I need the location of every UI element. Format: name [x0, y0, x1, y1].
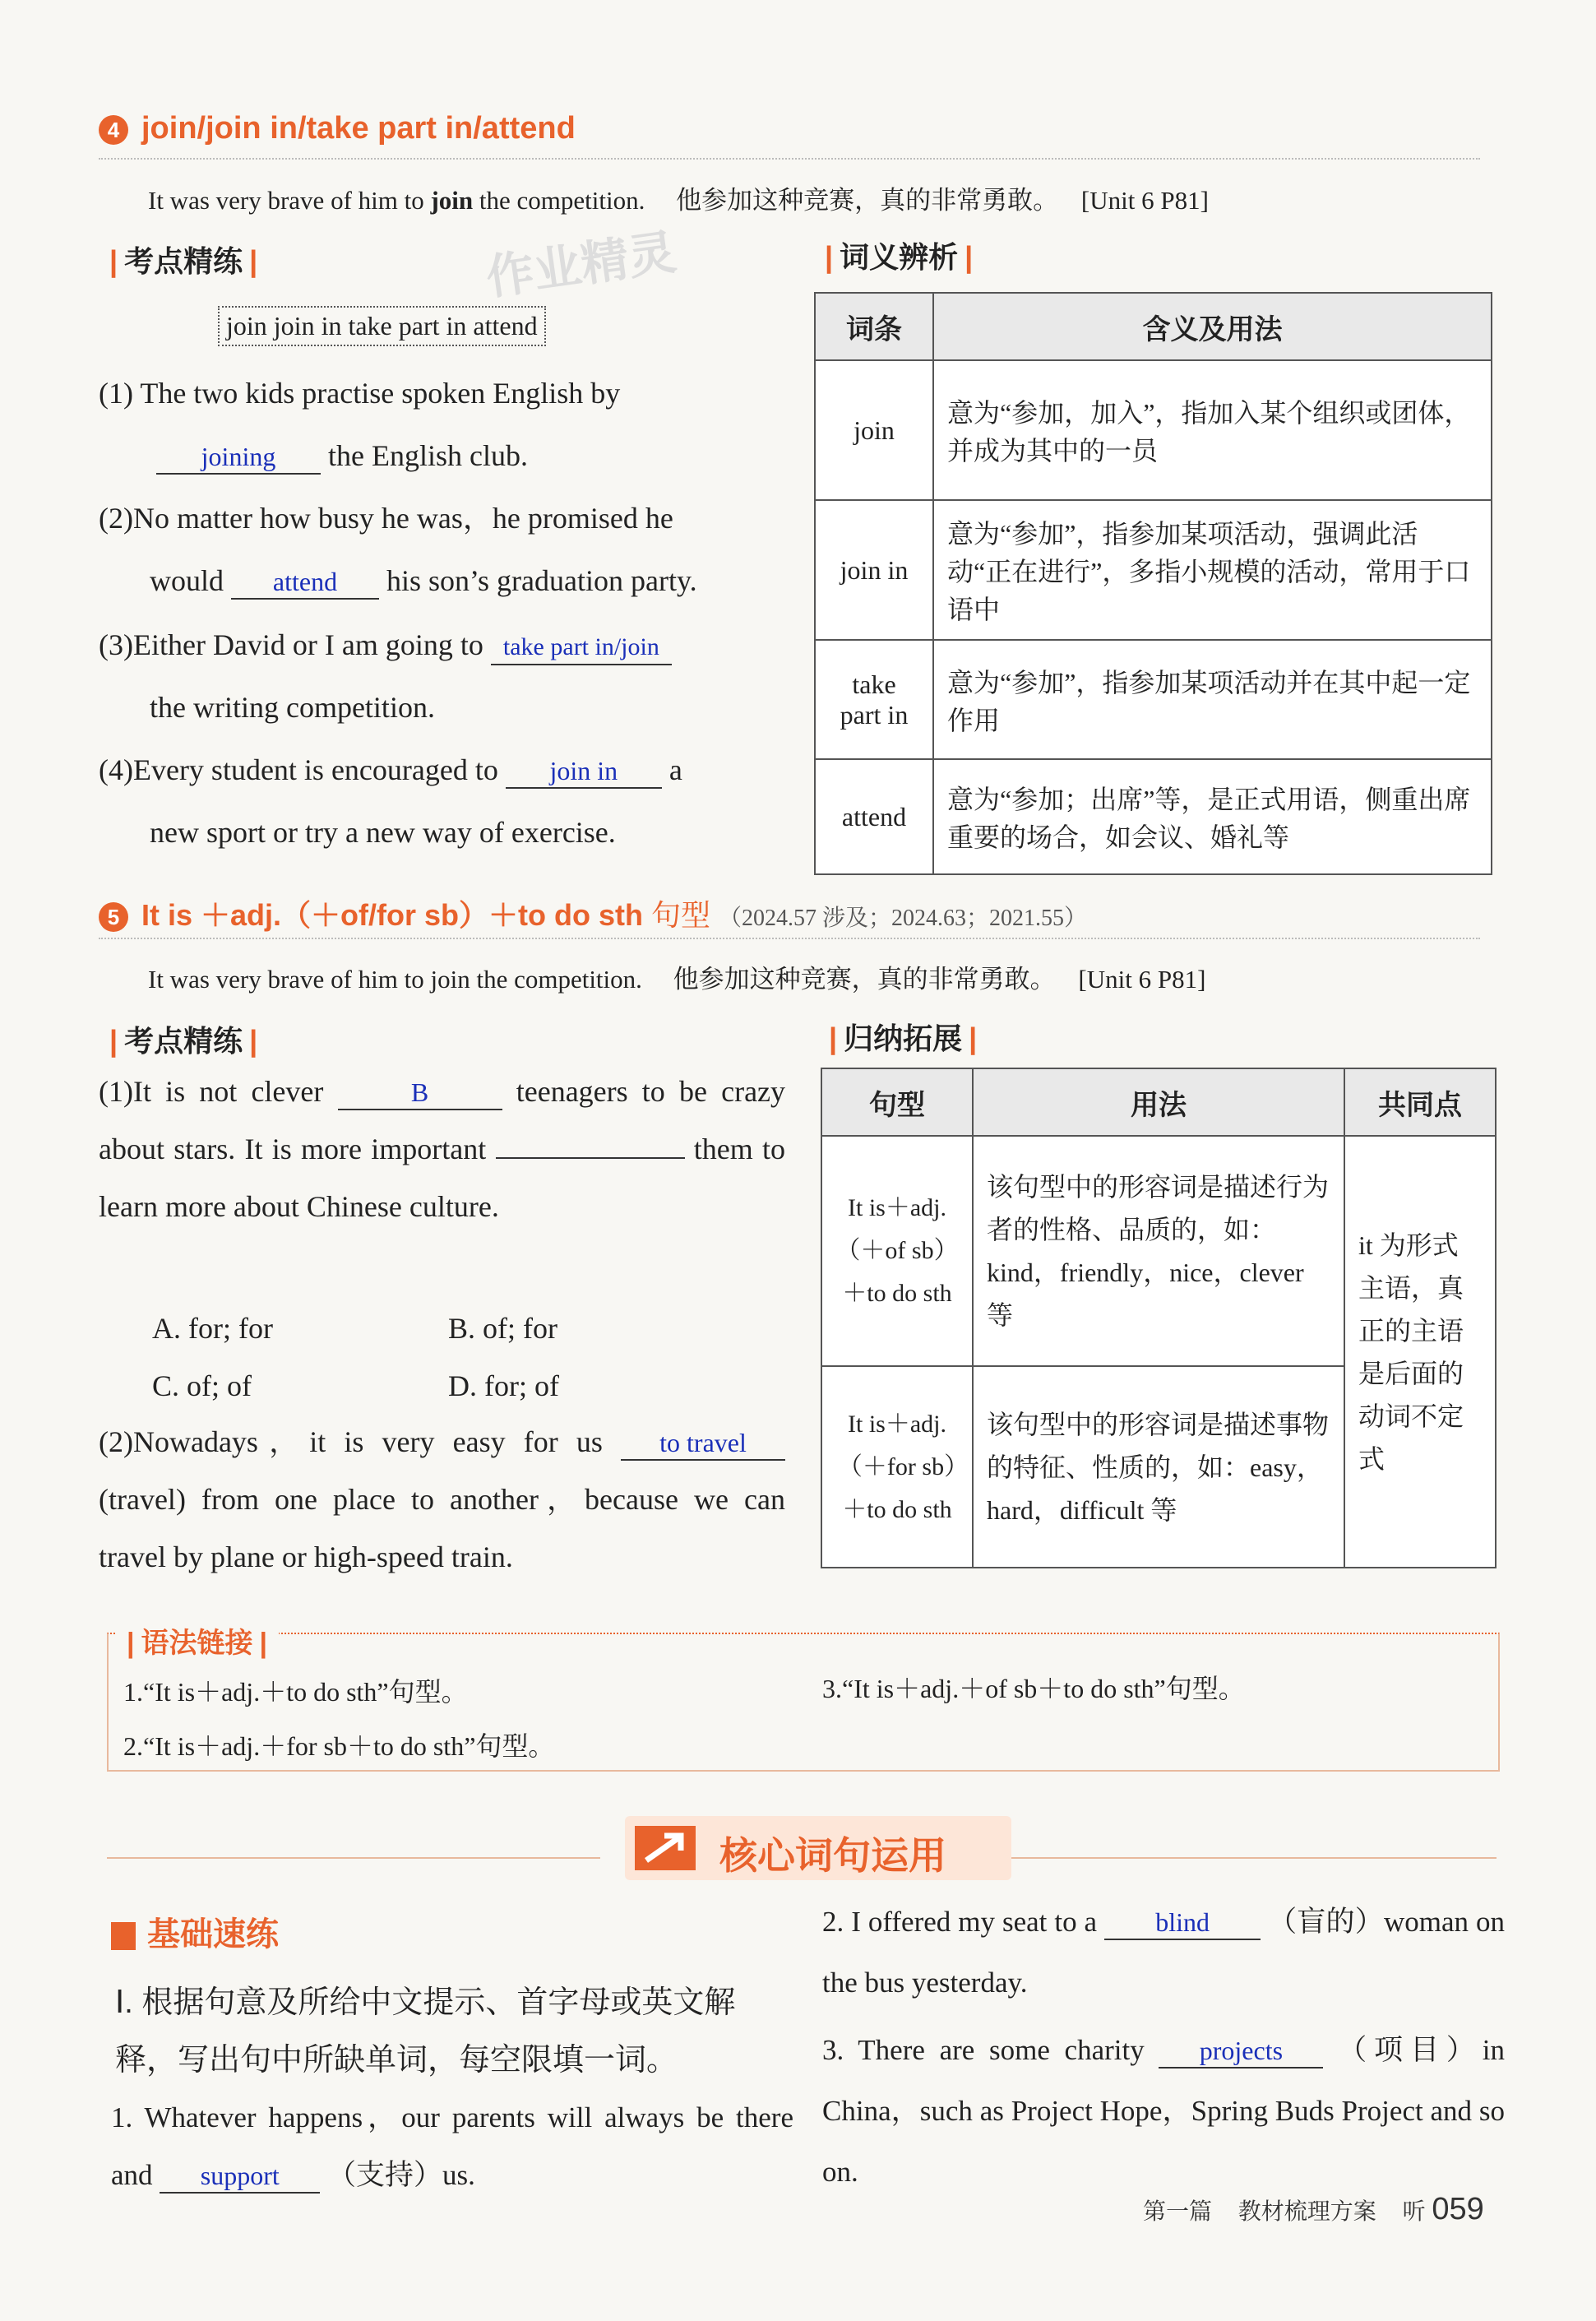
core-banner: 核心词句运用	[625, 1816, 1011, 1880]
answer-blank[interactable]: take part in/join	[491, 631, 672, 665]
grammar-link-item: 2.“It is＋adj.＋for sb＋to do sth”句型。	[123, 1731, 555, 1761]
page-number: 059	[1432, 2192, 1484, 2226]
s5-question-1: (1)It is not clever B teenagers to be crazy about stars. It is more important them to learn more about Chinese culture.	[99, 1075, 786, 1223]
cell-word: join in	[815, 500, 933, 640]
th-meaning: 含义及用法	[933, 293, 1492, 360]
cell-usage: 该句型中的形容词是描述事物的特征、性质的，如：easy，hard，difficult 等	[973, 1366, 1344, 1568]
arrow-icon	[635, 1826, 696, 1870]
section-5-example: It was very brave of him to join the competition. 他参加这种竞赛，真的非常勇敢。 [Unit 6 P81]	[148, 965, 1206, 994]
section-5-title: 5 It is ＋adj.（＋of/for sb）＋to do sth 句型 （2024.57 涉及；2024.63；2021.55）	[99, 892, 1087, 934]
th-common: 共同点	[1344, 1068, 1496, 1136]
option-a[interactable]: A. for; for	[152, 1312, 273, 1345]
footer-part: 第一篇	[1143, 2198, 1213, 2224]
option-d[interactable]: D. for; of	[448, 1369, 559, 1402]
cell-word: attend	[815, 759, 933, 874]
section-4-example: It was very brave of him to join the competition. 他参加这种竞赛，真的非常勇敢。 [Unit 6 P81]	[148, 186, 1209, 215]
banner-line-right	[999, 1857, 1497, 1859]
answer-blank[interactable]: B	[338, 1076, 502, 1110]
option-b[interactable]: B. of; for	[448, 1312, 557, 1345]
s5-question-2: (2)Nowadays，it is very easy for us to travel (travel) from one place to another，because we can travel by plane or high-speed train.	[99, 1425, 785, 1573]
cell-meaning: 意为“参加，加入”，指加入某个组织或团体，并成为其中的一员	[933, 360, 1492, 500]
cell-pattern: It is＋adj.（＋of sb）＋to do sth	[821, 1136, 973, 1366]
exercise-2: 2. I offered my seat to a blind （盲的）woman on the bus yesterday.	[822, 1906, 1505, 1999]
basic-practice-title: 基础速练	[111, 1908, 279, 1955]
cell-meaning: 意为“参加”，指参加某项活动，强调此活动“正在进行”，多指小规模的活动，常用于口语中	[933, 500, 1492, 640]
answer-blank[interactable]	[496, 1157, 685, 1159]
th-word: 词条	[815, 293, 933, 360]
cell-meaning: 意为“参加；出席”等，是正式用语，侧重出席重要的场合，如会议、婚礼等	[933, 759, 1492, 874]
footer-label: 听	[1402, 2198, 1426, 2224]
section-4-badge: 4	[99, 115, 128, 145]
s4-question-3: (3)Either David or I am going to take part in/join the writing competition.	[99, 614, 789, 739]
answer-blank[interactable]: joining	[156, 440, 321, 475]
summary-tag: | 归纳拓展 |	[829, 1022, 978, 1055]
cell-meaning: 意为“参加”，指参加某项活动并在其中起一定作用	[933, 640, 1492, 759]
th-usage: 用法	[973, 1068, 1344, 1136]
cell-word: join	[815, 360, 933, 500]
answer-blank[interactable]: projects	[1159, 2034, 1323, 2069]
practice-tag: | 考点精练 |	[109, 1024, 258, 1058]
cell-usage: 该句型中的形容词是描述行为者的性格、品质的，如：kind，friendly，nice，clever 等	[973, 1136, 1344, 1366]
divider	[99, 158, 1480, 160]
cell-common: it 为形式主语，真正的主语是后面的动词不定式	[1344, 1136, 1496, 1568]
exercise-3: 3. There are some charity projects （项目）in China，such as Project Hope，Spring Buds Project and so on.	[822, 2034, 1506, 2188]
section-5-badge: 5	[99, 902, 128, 932]
grammar-link-tag: | 语法链接 |	[115, 1620, 279, 1661]
book-icon	[111, 1922, 136, 1950]
practice-tag: | 考点精练 |	[109, 244, 258, 278]
watermark: 作业精灵	[483, 225, 680, 305]
option-c[interactable]: C. of; of	[152, 1369, 252, 1402]
answer-blank[interactable]: attend	[231, 565, 379, 600]
answer-blank[interactable]: to travel	[621, 1426, 785, 1461]
word-analysis-table	[814, 292, 1492, 875]
s4-question-4: (4)Every student is encouraged to join in a new sport or try a new way of exercise.	[99, 753, 682, 849]
cell-word: take part in	[815, 640, 933, 759]
s5-options	[152, 1299, 728, 1415]
answer-blank[interactable]: support	[160, 2159, 320, 2194]
divider	[99, 938, 1480, 939]
section-4-title: 4 join/join in/take part in/attend	[99, 111, 576, 146]
th-pattern: 句型	[821, 1068, 973, 1136]
word-bank: join join in take part in attend	[218, 306, 546, 346]
answer-blank[interactable]: join in	[506, 754, 662, 789]
banner-line-left	[107, 1857, 600, 1859]
grammar-link-item: 3.“It is＋adj.＋of sb＋to do sth”句型。	[822, 1674, 1245, 1703]
s4-question-1: (1) The two kids practise spoken English by joining the English club.	[99, 362, 781, 487]
pattern-table	[821, 1068, 1497, 1568]
footer-title: 教材梳理方案	[1237, 2198, 1376, 2224]
cell-pattern: It is＋adj.（＋for sb）＋to do sth	[821, 1366, 973, 1568]
answer-blank[interactable]: blind	[1104, 1906, 1261, 1940]
exercise-1: 1. Whatever happens，our parents will always be there and support （支持）us.	[111, 2089, 793, 2204]
grammar-link-item: 1.“It is＋adj.＋to do sth”句型。	[123, 1677, 468, 1707]
instruction: Ⅰ. 根据句意及所给中文提示、首字母或英文解释，写出句中所缺单词，每空限填一词。	[115, 1985, 736, 2078]
s4-question-2: (2)No matter how busy he was，he promised he would attend his son’s graduation party.	[99, 487, 781, 612]
analysis-tag: | 词义辨析 |	[825, 240, 974, 274]
footer	[1143, 2192, 1484, 2227]
